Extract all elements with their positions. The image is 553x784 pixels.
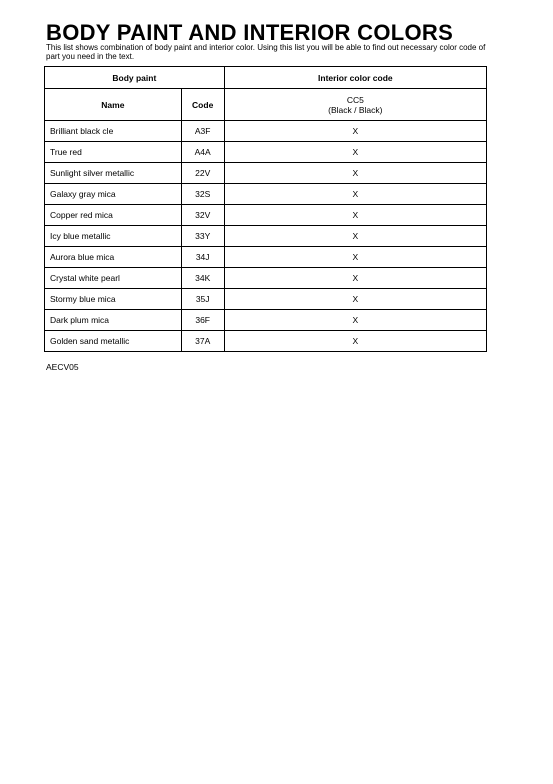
name-column-header: Name: [45, 89, 182, 121]
table-row: [45, 121, 487, 142]
interior-color-header: Interior color code: [224, 67, 486, 89]
interior-mark-cell: X: [224, 163, 486, 184]
interior-mark-cell: X: [224, 247, 486, 268]
table-group-header-row: [45, 67, 487, 89]
code-cell: A4A: [181, 142, 224, 163]
table-row: [45, 226, 487, 247]
interior-mark-cell: X: [224, 184, 486, 205]
table-sub-header-row: [45, 89, 487, 121]
color-table: [44, 66, 487, 352]
code-cell: 32S: [181, 184, 224, 205]
interior-code: CC5: [346, 94, 364, 105]
interior-mark-cell: X: [224, 142, 486, 163]
table-row: [45, 163, 487, 184]
table-row: [45, 268, 487, 289]
code-cell: 34K: [181, 268, 224, 289]
table-row: [45, 205, 487, 226]
interior-mark-cell: X: [224, 121, 486, 142]
name-cell: Dark plum mica: [45, 310, 182, 331]
code-cell: 36F: [181, 310, 224, 331]
interior-mark-cell: X: [224, 289, 486, 310]
code-cell: 37A: [181, 331, 224, 352]
interior-mark-cell: X: [224, 268, 486, 289]
name-cell: Icy blue metallic: [45, 226, 182, 247]
name-cell: Aurora blue mica: [45, 247, 182, 268]
code-cell: 22V: [181, 163, 224, 184]
code-cell: 35J: [181, 289, 224, 310]
interior-code-header: [224, 89, 486, 121]
body-paint-header: Body paint: [45, 67, 225, 89]
interior-mark-cell: X: [224, 331, 486, 352]
code-cell: 33Y: [181, 226, 224, 247]
interior-mark-cell: X: [224, 226, 486, 247]
page-title: BODY PAINT AND INTERIOR COLORS: [46, 20, 454, 45]
table-row: [45, 142, 487, 163]
code-cell: A3F: [181, 121, 224, 142]
name-cell: Galaxy gray mica: [45, 184, 182, 205]
name-cell: Sunlight silver metallic: [45, 163, 182, 184]
name-cell: Brilliant black cle: [45, 121, 182, 142]
code-cell: 34J: [181, 247, 224, 268]
interior-mark-cell: X: [224, 205, 486, 226]
table-row: [45, 331, 487, 352]
name-cell: Stormy blue mica: [45, 289, 182, 310]
table-body: [45, 121, 487, 352]
name-cell: Copper red mica: [45, 205, 182, 226]
name-cell: Crystal white pearl: [45, 268, 182, 289]
code-column-header: Code: [181, 89, 224, 121]
intro-text: This list shows combination of body paint and interior color. Using this list you will be able to find out necessary color code of part you need in the text.: [46, 43, 486, 61]
name-cell: True red: [45, 142, 182, 163]
table-row: [45, 289, 487, 310]
interior-mark-cell: X: [224, 310, 486, 331]
table-row: [45, 184, 487, 205]
table-row: [45, 247, 487, 268]
reference-code: AECV05: [46, 362, 79, 372]
table-row: [45, 310, 487, 331]
interior-code-description: (Black / Black): [328, 104, 383, 115]
name-cell: Golden sand metallic: [45, 331, 182, 352]
code-cell: 32V: [181, 205, 224, 226]
